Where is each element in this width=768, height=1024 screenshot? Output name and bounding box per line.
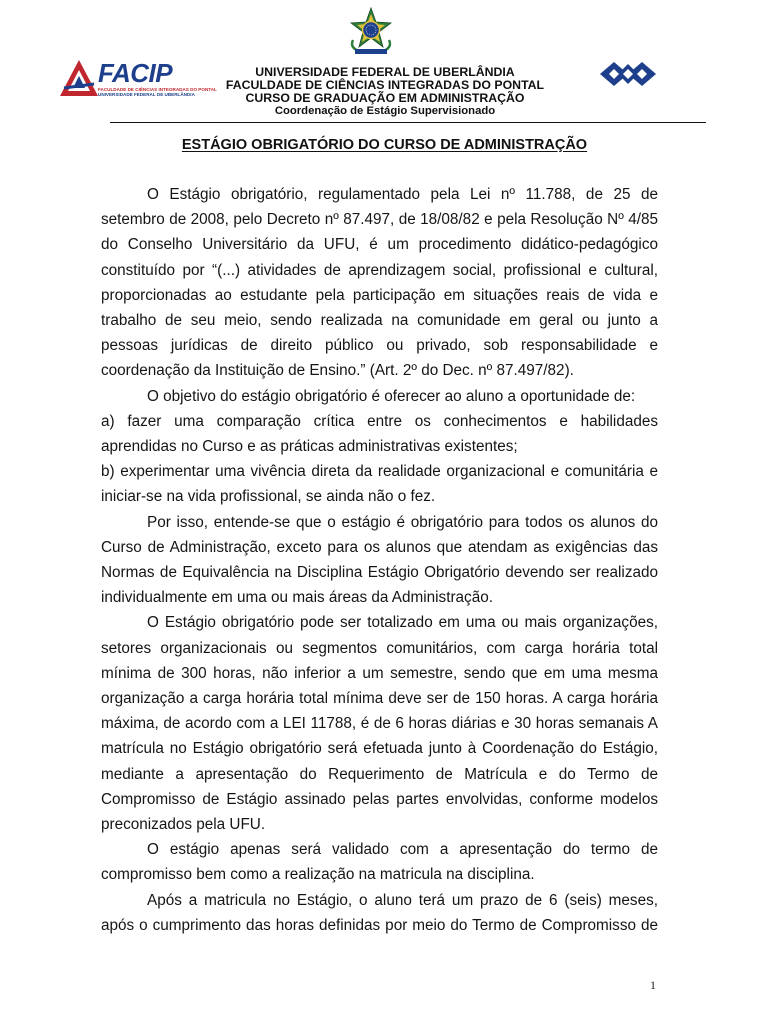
institution-course: CURSO DE GRADUAÇÃO EM ADMINISTRAÇÃO [245, 91, 525, 105]
institution-coordination: Coordenação de Estágio Supervisionado [274, 105, 496, 117]
paragraph-8: Após a matricula no Estágio, o aluno terá um prazo de 6 (seis) meses, após o cumprimento das horas definidas por meio do Termo de Compromisso de [101, 891, 658, 934]
facip-logo [58, 58, 217, 104]
facip-subtitle [98, 87, 217, 98]
paragraph-4: b) experimentar uma vivência direta da realidade organizacional e comunitária e iniciar-se na vida profissional, se ainda não o fez. [101, 463, 658, 506]
facip-subtitle-line-2: UNIVERSIDADE FEDERAL DE UBERLÂNDIA [98, 92, 195, 98]
document-title: ESTÁGIO OBRIGATÓRIO DO CURSO DE ADMINISTRAÇÃO [181, 137, 588, 153]
paragraph-1: O Estágio obrigatório, regulamentado pela Lei nº 11.788, de 25 de setembro de 2008, pelo Decreto nº 87.497, de 18/08/82 e pela Resolução Nº 4/85 do Conselho Universitário da UFU, é um procedimento didático-pedagógico constituído por “(...) atividades de aprendizagem social, profissional e cultural, proporcionadas ao estudante pela participação em situações reais de vida e trabalho de seu meio, sendo realizada na comunidade em geral ou junto a pessoas jurídicas de direito público ou privado, sob responsabilidade e coordenação da Instituição de Ensino.” (Art. 2º do Dec. nº 87.497/82). [101, 186, 658, 380]
institution-header [200, 66, 570, 118]
document-body [101, 182, 658, 938]
paragraph-6: O Estágio obrigatório pode ser totalizado em uma ou mais organizações, setores organizacionais ou segmentos comunitários, com carga horária total mínima de 300 horas, não inferior a um semestre, sendo que em uma mesma organização a carga horária total mínima deve ser de 150 horas. A carga horária máxima, de acordo com a LEI 11788, é de 6 horas diárias e 30 horas semanais A matrícula no Estágio obrigatório será efetuada junto à Coordenação do Estágio, mediante a apresentação do Requerimento de Matrícula e do Termo de Compromisso de Estágio assinado pelas partes envolvidas, conforme modelos preconizados pela UFU. [101, 614, 658, 834]
facip-wordmark: FACIP [98, 58, 173, 88]
paragraph-2: O objetivo do estágio obrigatório é oferecer ao aluno a oportunidade de: [147, 387, 636, 405]
facip-triangle-logo-icon [58, 58, 100, 100]
ufu-logo-icon [598, 60, 658, 88]
institution-university: UNIVERSIDADE FEDERAL DE UBERLÂNDIA [255, 65, 515, 79]
facip-subtitle-line-1: FACULDADE DE CIÊNCIAS INTEGRADAS DO PONTAL [98, 87, 217, 92]
page-number: 1 [650, 978, 656, 992]
paragraph-5: Por isso, entende-se que o estágio é obrigatório para todos os alunos do Curso de Administração, exceto para os alunos que atendam as exigências das Normas de Equivalência na Disciplina Estágio Obrigatório devendo ser realizado individualmente em uma ou mais áreas da Administração. [101, 513, 658, 607]
paragraph-7: O estágio apenas será validado com a apresentação do termo de compromisso bem como a realização na matricula na disciplina. [101, 841, 658, 884]
header-divider [110, 122, 706, 123]
brazil-coat-of-arms-emblem [344, 6, 398, 56]
paragraph-3: a) fazer uma comparação crítica entre os conhecimentos e habilidades aprendidas no Curso e as práticas administrativas existentes; [101, 412, 658, 456]
institution-faculty: FACULDADE DE CIÊNCIAS INTEGRADAS DO PONTAL [225, 78, 545, 92]
